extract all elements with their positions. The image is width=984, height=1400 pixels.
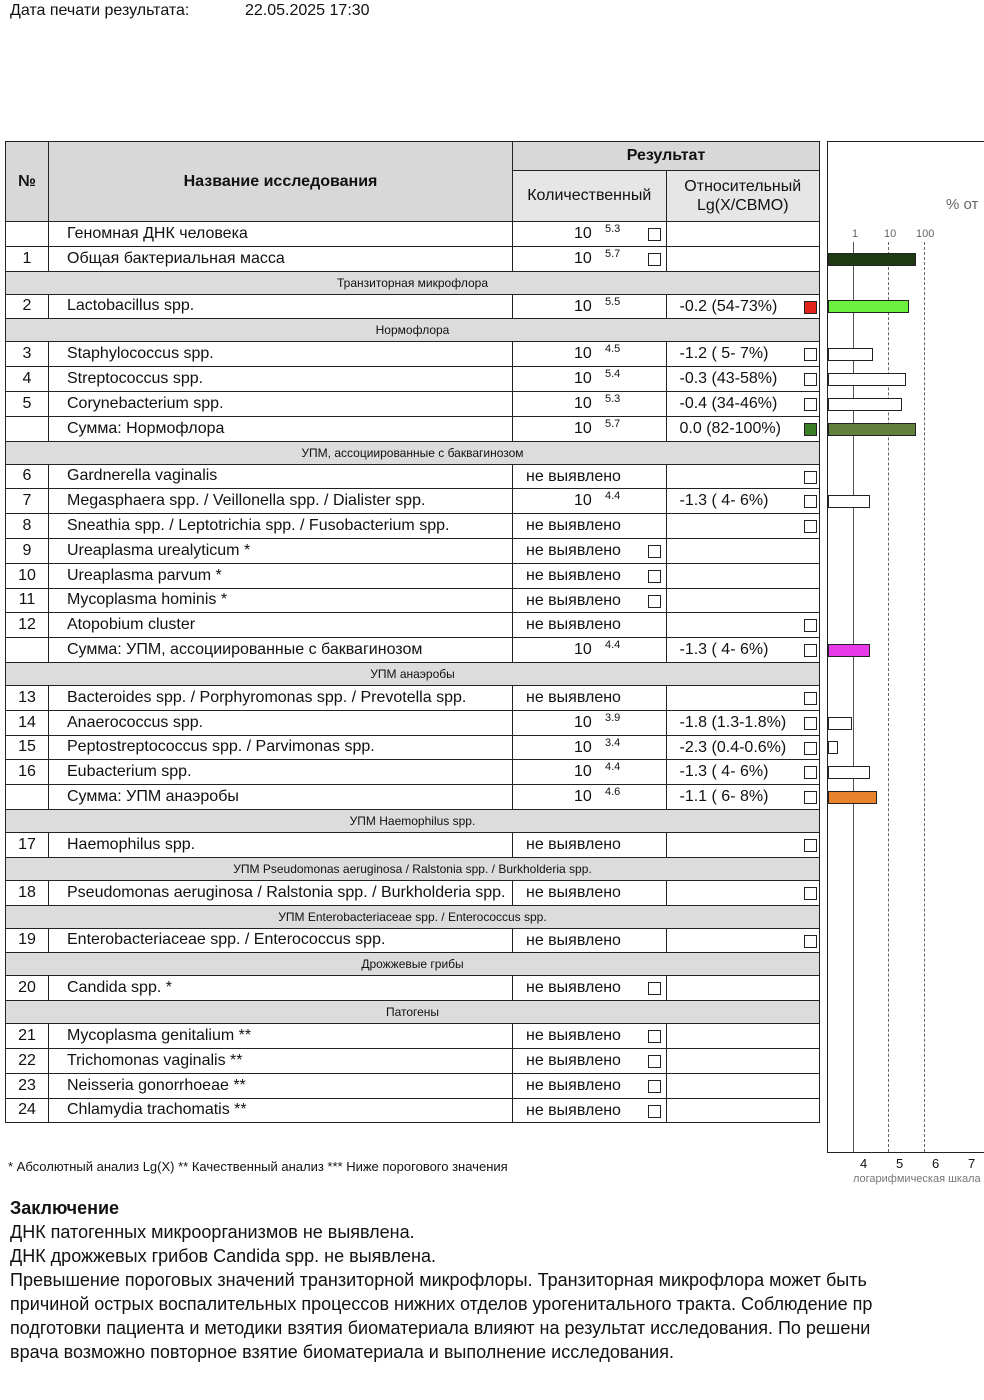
result-checkbox[interactable] <box>648 253 661 266</box>
quant-exponent: 5.5 <box>605 295 621 308</box>
relative-value: 0.0 (82-100%) <box>679 419 781 437</box>
quant-exponent: 4.4 <box>605 490 621 503</box>
table-row <box>6 710 820 735</box>
table-row <box>6 880 820 905</box>
result-checkbox[interactable] <box>648 545 661 558</box>
section-title: УПМ Enterobacteriaceae spp. / Enterococcus spp. <box>6 905 820 928</box>
result-checkbox[interactable] <box>804 839 817 852</box>
chart-bar <box>828 717 852 730</box>
row-number: 13 <box>6 685 49 710</box>
result-checkbox[interactable] <box>804 935 817 948</box>
table-row <box>6 416 820 441</box>
result-checkbox[interactable] <box>804 471 817 484</box>
result-checkbox[interactable] <box>804 742 817 755</box>
section-title: УПМ, ассоциированные с баквагинозом <box>6 441 820 464</box>
section-header-row <box>6 1001 820 1024</box>
row-number: 8 <box>6 514 49 539</box>
row-number: 14 <box>6 710 49 735</box>
quant-base: 10 <box>574 763 592 781</box>
row-number: 19 <box>6 928 49 953</box>
table-row <box>6 514 820 539</box>
relative-result <box>666 246 820 271</box>
relative-result <box>666 976 820 1001</box>
test-name: Staphylococcus spp. <box>49 342 513 367</box>
result-checkbox[interactable] <box>804 619 817 632</box>
table-row <box>6 638 820 663</box>
section-header-row <box>6 905 820 928</box>
section-header-row <box>6 271 820 294</box>
row-number: 21 <box>6 1024 49 1049</box>
quant-base: 10 <box>574 738 592 756</box>
quant-base: 10 <box>574 249 592 267</box>
col-header-no: № <box>6 142 49 222</box>
relative-result <box>666 416 820 441</box>
conclusion-line: ДНК патогенных микроорганизмов не выявлена. <box>10 1222 415 1242</box>
quantitative-result <box>513 489 667 514</box>
quantitative-result <box>513 563 667 588</box>
quantitative-result <box>513 638 667 663</box>
quantitative-result <box>513 367 667 392</box>
table-row <box>6 342 820 367</box>
relative-value: -2.3 (0.4-0.6%) <box>679 738 787 756</box>
not-detected-text: не выявлено <box>526 979 621 997</box>
result-checkbox[interactable] <box>648 228 661 241</box>
test-name: Chlamydia trachomatis ** <box>49 1098 513 1123</box>
not-detected-text: не выявлено <box>526 591 621 609</box>
log-scale-caption: логарифмическая шкала <box>853 1173 981 1185</box>
test-name: Сумма: УПМ анаэробы <box>49 785 513 810</box>
section-header-row <box>6 662 820 685</box>
chart-bar <box>828 741 838 754</box>
test-name: Сумма: УПМ, ассоциированные с баквагинозом <box>49 638 513 663</box>
table-row <box>6 760 820 785</box>
relative-result <box>666 588 820 613</box>
section-header-row <box>6 857 820 880</box>
conclusion-line: врача возможно повторное взятие биоматериала и выполнение исследования. <box>10 1342 674 1362</box>
not-detected-text: не выявлено <box>526 566 621 584</box>
row-number: 5 <box>6 391 49 416</box>
result-checkbox[interactable] <box>804 717 817 730</box>
row-number: 17 <box>6 832 49 857</box>
top-tick-100: 100 <box>916 228 935 240</box>
quant-base: 10 <box>574 345 592 363</box>
test-name: Haemophilus spp. <box>49 832 513 857</box>
relative-result <box>666 880 820 905</box>
table-row <box>6 785 820 810</box>
row-number: 22 <box>6 1048 49 1073</box>
chart-top-label: % от <box>946 196 979 213</box>
test-name: Corynebacterium spp. <box>49 391 513 416</box>
chart-bar <box>828 300 909 313</box>
not-detected-text: не выявлено <box>526 616 621 634</box>
not-detected-text: не выявлено <box>526 688 621 706</box>
section-header-row <box>6 809 820 832</box>
result-checkbox[interactable] <box>648 1055 661 1068</box>
quantitative-result <box>513 391 667 416</box>
chart-bar <box>828 348 873 361</box>
table-row <box>6 367 820 392</box>
relative-result <box>666 367 820 392</box>
result-checkbox[interactable] <box>804 348 817 361</box>
relative-result <box>666 638 820 663</box>
quant-base: 10 <box>574 419 592 437</box>
relative-result <box>666 464 820 489</box>
test-name: Pseudomonas aeruginosa / Ralstonia spp. / Burkholderia spp. <box>49 880 513 905</box>
quantitative-result <box>513 685 667 710</box>
row-number: 16 <box>6 760 49 785</box>
table-row <box>6 976 820 1001</box>
relative-value: -1.1 ( 6- 8%) <box>679 788 769 806</box>
not-detected-text: не выявлено <box>526 541 621 559</box>
relative-result <box>666 785 820 810</box>
test-name: Ureaplasma parvum * <box>49 563 513 588</box>
row-number: 4 <box>6 367 49 392</box>
test-name: Gardnerella vaginalis <box>49 464 513 489</box>
table-row <box>6 563 820 588</box>
col-header-rel-line2: Lg(X/СВМО) <box>696 197 789 214</box>
relative-value: -0.2 (54-73%) <box>679 297 778 315</box>
quant-base: 10 <box>574 394 592 412</box>
result-checkbox[interactable] <box>804 791 817 804</box>
table-row <box>6 489 820 514</box>
quantitative-result <box>513 538 667 563</box>
test-name: Bacteroides spp. / Porphyromonas spp. / Prevotella spp. <box>49 685 513 710</box>
row-number: 23 <box>6 1073 49 1098</box>
row-number: 9 <box>6 538 49 563</box>
result-checkbox[interactable] <box>648 570 661 583</box>
chart-bar <box>828 495 870 508</box>
test-name: Sneathia spp. / Leptotrichia spp. / Fusobacterium spp. <box>49 514 513 539</box>
section-title: Дрожжевые грибы <box>6 953 820 976</box>
table-row <box>6 1098 820 1123</box>
quant-base: 10 <box>574 641 592 659</box>
table-row <box>6 1024 820 1049</box>
section-header-row <box>6 953 820 976</box>
test-name: Геномная ДНК человека <box>49 222 513 247</box>
chart-bottom-axis <box>827 1151 984 1191</box>
result-checkbox[interactable] <box>648 595 661 608</box>
table-row <box>6 613 820 638</box>
row-number: 6 <box>6 464 49 489</box>
relative-value: -1.3 ( 4- 6%) <box>679 641 769 659</box>
chart-bar <box>828 423 916 436</box>
table-row <box>6 588 820 613</box>
quantitative-result <box>513 760 667 785</box>
quantitative-result <box>513 222 667 247</box>
relative-result <box>666 1098 820 1123</box>
col-header-rel <box>666 171 820 222</box>
test-name: Atopobium cluster <box>49 613 513 638</box>
quant-exponent: 4.4 <box>605 639 621 652</box>
footnote: * Абсолютный анализ Lg(X) ** Качественный анализ *** Ниже порогового значения <box>8 1159 508 1174</box>
conclusion-line: причиной острых воспалительных процессов нижних отделов урогенитального тракта. Соблюдение пр <box>10 1294 873 1314</box>
quantitative-result <box>513 588 667 613</box>
result-checkbox[interactable] <box>648 1030 661 1043</box>
quant-exponent: 3.9 <box>605 711 621 724</box>
table-row <box>6 1048 820 1073</box>
table-row <box>6 685 820 710</box>
section-title: Транзиторная микрофлора <box>6 271 820 294</box>
quantitative-result <box>513 1098 667 1123</box>
quantitative-result <box>513 928 667 953</box>
bottom-tick-6: 6 <box>932 1156 940 1171</box>
result-checkbox[interactable] <box>804 520 817 533</box>
quant-exponent: 5.3 <box>605 392 621 405</box>
not-detected-text: не выявлено <box>526 467 621 485</box>
relative-result <box>666 222 820 247</box>
quant-base: 10 <box>574 492 592 510</box>
section-title: УПМ Pseudomonas aeruginosa / Ralstonia spp. / Burkholderia spp. <box>6 857 820 880</box>
row-number: 2 <box>6 294 49 319</box>
table-row <box>6 832 820 857</box>
quant-exponent: 5.3 <box>605 223 621 235</box>
relative-result <box>666 563 820 588</box>
section-title: Нормофлора <box>6 319 820 342</box>
test-name: Lactobacillus spp. <box>49 294 513 319</box>
result-checkbox[interactable] <box>804 495 817 508</box>
test-name: Mycoplasma genitalium ** <box>49 1024 513 1049</box>
chart-bar <box>828 253 916 266</box>
top-tick-1: 1 <box>852 228 859 240</box>
quant-base: 10 <box>574 370 592 388</box>
test-name: Trichomonas vaginalis ** <box>49 1048 513 1073</box>
col-header-name: Название исследования <box>49 142 513 222</box>
bottom-tick-5: 5 <box>896 1156 904 1171</box>
table-row <box>6 464 820 489</box>
relative-result <box>666 342 820 367</box>
test-name: Anaerococcus spp. <box>49 710 513 735</box>
quantitative-result <box>513 416 667 441</box>
quant-base: 10 <box>574 713 592 731</box>
section-title: Патогены <box>6 1001 820 1024</box>
conclusion-title: Заключение <box>10 1198 120 1218</box>
relative-result <box>666 710 820 735</box>
row-number: 3 <box>6 342 49 367</box>
quantitative-result <box>513 1024 667 1049</box>
table-row <box>6 246 820 271</box>
relative-value: -1.2 ( 5- 7%) <box>679 345 769 363</box>
chart-bar <box>828 373 906 386</box>
relative-value: -1.3 ( 4- 6%) <box>679 492 769 510</box>
table-row <box>6 222 820 247</box>
test-name: Candida spp. * <box>49 976 513 1001</box>
result-checkbox[interactable] <box>804 644 817 657</box>
print-date-header <box>10 2 370 20</box>
section-title: УПМ Haemophilus spp. <box>6 809 820 832</box>
table-row <box>6 538 820 563</box>
table-row <box>6 735 820 760</box>
result-checkbox[interactable] <box>804 423 817 436</box>
quant-exponent: 5.7 <box>605 417 621 430</box>
test-name: Ureaplasma urealyticum * <box>49 538 513 563</box>
table-row <box>6 928 820 953</box>
quant-exponent: 4.5 <box>605 343 621 356</box>
row-number: 12 <box>6 613 49 638</box>
relative-value: -1.3 ( 4- 6%) <box>679 763 769 781</box>
bottom-tick-7: 7 <box>968 1156 976 1171</box>
col-header-quant: Количественный <box>513 171 667 222</box>
result-checkbox[interactable] <box>648 1080 661 1093</box>
row-number: 1 <box>6 246 49 271</box>
quantitative-result <box>513 464 667 489</box>
print-date-value: 22.05.2025 17:30 <box>245 2 370 19</box>
print-date-label: Дата печати результата: <box>10 2 190 19</box>
not-detected-text: не выявлено <box>526 835 621 853</box>
row-number: 15 <box>6 735 49 760</box>
log-scale-chart <box>827 141 984 1153</box>
quant-base: 10 <box>574 788 592 806</box>
quantitative-result <box>513 735 667 760</box>
result-checkbox[interactable] <box>648 982 661 995</box>
test-name: Enterobacteriaceae spp. / Enterococcus spp. <box>49 928 513 953</box>
relative-result <box>666 514 820 539</box>
relative-result <box>666 832 820 857</box>
relative-result <box>666 735 820 760</box>
not-detected-text: не выявлено <box>526 931 621 949</box>
conclusion-line: ДНК дрожжевых грибов Candida spp. не выявлена. <box>10 1246 436 1266</box>
result-checkbox[interactable] <box>804 766 817 779</box>
relative-value: -0.3 (43-58%) <box>679 370 778 388</box>
relative-result <box>666 1073 820 1098</box>
quantitative-result <box>513 1048 667 1073</box>
gridline-6 <box>924 242 925 1152</box>
relative-result <box>666 1024 820 1049</box>
quantitative-result <box>513 880 667 905</box>
col-header-result: Результат <box>513 142 820 171</box>
relative-result <box>666 928 820 953</box>
not-detected-text: не выявлено <box>526 517 621 535</box>
relative-result <box>666 391 820 416</box>
row-number: 24 <box>6 1098 49 1123</box>
quant-base: 10 <box>574 297 592 315</box>
quantitative-result <box>513 976 667 1001</box>
quantitative-result <box>513 342 667 367</box>
test-name: Neisseria gonorrhoeae ** <box>49 1073 513 1098</box>
result-checkbox[interactable] <box>804 398 817 411</box>
relative-result <box>666 613 820 638</box>
relative-value: -0.4 (34-46%) <box>679 394 778 412</box>
chart-bar <box>828 791 877 804</box>
result-checkbox[interactable] <box>804 887 817 900</box>
table-row <box>6 1073 820 1098</box>
test-name: Streptococcus spp. <box>49 367 513 392</box>
quantitative-result <box>513 514 667 539</box>
relative-result <box>666 538 820 563</box>
row-number <box>6 416 49 441</box>
result-checkbox[interactable] <box>804 373 817 386</box>
quantitative-result <box>513 246 667 271</box>
section-header-row <box>6 319 820 342</box>
test-name: Peptostreptococcus spp. / Parvimonas spp. <box>49 735 513 760</box>
bottom-tick-4: 4 <box>860 1156 868 1171</box>
col-header-rel-line1: Относительный <box>684 178 802 195</box>
test-name: Mycoplasma hominis * <box>49 588 513 613</box>
conclusion-line: подготовки пациента и методики взятия биоматериала влияют на результат исследования. По решени <box>10 1318 871 1338</box>
result-checkbox[interactable] <box>804 301 817 314</box>
row-number <box>6 785 49 810</box>
quant-exponent: 4.6 <box>605 786 621 799</box>
quantitative-result <box>513 294 667 319</box>
quantitative-result <box>513 710 667 735</box>
relative-result <box>666 685 820 710</box>
quantitative-result <box>513 832 667 857</box>
top-tick-10: 10 <box>884 228 897 240</box>
quantitative-result <box>513 613 667 638</box>
quant-exponent: 5.7 <box>605 247 621 260</box>
test-name: Общая бактериальная масса <box>49 246 513 271</box>
conclusion-line: Превышение пороговых значений транзиторной микрофлоры. Транзиторная микрофлора может быть <box>10 1270 867 1290</box>
not-detected-text: не выявлено <box>526 1051 621 1069</box>
row-number: 10 <box>6 563 49 588</box>
quant-exponent: 5.4 <box>605 368 621 381</box>
table-row <box>6 391 820 416</box>
chart-bar <box>828 398 902 411</box>
test-name: Сумма: Нормофлора <box>49 416 513 441</box>
test-name: Megasphaera spp. / Veillonella spp. / Dialister spp. <box>49 489 513 514</box>
results-table <box>5 141 820 1123</box>
row-number: 7 <box>6 489 49 514</box>
section-header-row <box>6 441 820 464</box>
not-detected-text: не выявлено <box>526 1076 621 1094</box>
quant-exponent: 3.4 <box>605 736 621 749</box>
results-body <box>6 222 820 1123</box>
row-number: 18 <box>6 880 49 905</box>
chart-bar <box>828 766 870 779</box>
relative-result <box>666 294 820 319</box>
conclusion-block <box>10 1196 984 1364</box>
table-row <box>6 294 820 319</box>
row-number: 11 <box>6 588 49 613</box>
relative-result <box>666 1048 820 1073</box>
not-detected-text: не выявлено <box>526 883 621 901</box>
quantitative-result <box>513 1073 667 1098</box>
relative-result <box>666 760 820 785</box>
chart-bar <box>828 644 870 657</box>
relative-value: -1.8 (1.3-1.8%) <box>679 713 787 731</box>
result-checkbox[interactable] <box>804 692 817 705</box>
test-name: Eubacterium spp. <box>49 760 513 785</box>
quant-exponent: 4.4 <box>605 761 621 774</box>
row-number <box>6 638 49 663</box>
quant-base: 10 <box>574 225 592 242</box>
not-detected-text: не выявлено <box>526 1027 621 1045</box>
not-detected-text: не выявлено <box>526 1101 621 1119</box>
result-checkbox[interactable] <box>648 1105 661 1118</box>
row-number <box>6 222 49 247</box>
section-title: УПМ анаэробы <box>6 662 820 685</box>
quantitative-result <box>513 785 667 810</box>
relative-result <box>666 489 820 514</box>
row-number: 20 <box>6 976 49 1001</box>
